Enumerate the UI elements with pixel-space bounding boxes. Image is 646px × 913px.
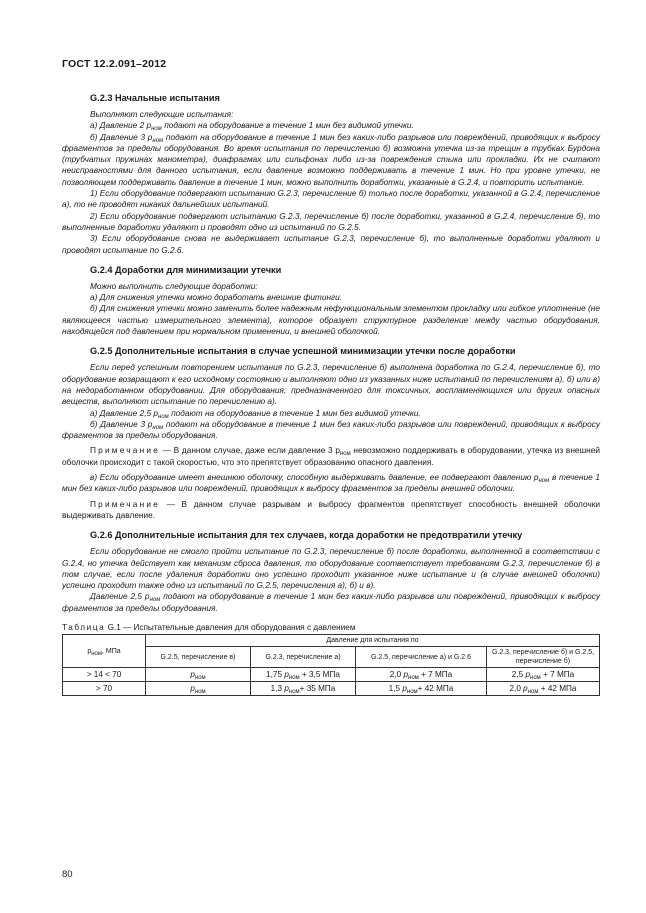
table-row	[63, 682, 600, 696]
note-label: Примечание	[90, 498, 161, 509]
paragraph	[62, 132, 600, 188]
text-fragment: + 42 МПа	[538, 684, 577, 694]
text-fragment: p	[402, 684, 407, 694]
text-fragment: б) Давление 3 p	[90, 418, 153, 429]
table-cell	[146, 668, 251, 682]
paragraph: Если перед успешным повторением испытания по G.2.3, перечисление б) выполнена доработка по G.2.4, перечисление б), то оборудование возвращают к его исходному состоянию и выполняют одно из указанных ниже испытаний по перечислениям а), б) или в) на недоработанном оборудовании. Для оборудования, предназначенного для токсичных, воспламеняющихся или других опасных веществ, выполняют испытание по перечислению а).	[62, 362, 600, 407]
subscript: ном	[288, 689, 300, 696]
table-cell	[356, 668, 487, 682]
text-fragment: Давление 2,5 p	[90, 591, 150, 602]
table-header-cell: G.2.3, перечисление а)	[251, 647, 356, 668]
text-fragment: p	[525, 670, 531, 680]
text-fragment: 2,0	[389, 670, 404, 680]
text-fragment: 2,5	[511, 670, 526, 680]
table-cell	[251, 668, 356, 682]
subscript: ном	[530, 675, 541, 682]
paragraph	[62, 472, 600, 495]
text-fragment: в течение 1 мин без каких-либо разрывов или повреждений, приводящих к выбросу фрагментов за пределы внешней оболочки.	[62, 472, 601, 494]
paragraph: а) Для снижения утечки можно доработать внешние фитинги.	[90, 292, 343, 303]
table-cell: > 14 < 70	[63, 668, 146, 682]
text-fragment: + 7 МПа	[418, 670, 453, 680]
subscript: ном	[158, 413, 169, 420]
text-fragment: 1,5	[388, 684, 403, 694]
pressure-table	[62, 634, 600, 696]
paragraph: Выполняют следующие испытания:	[90, 109, 234, 119]
text-fragment: + 35 МПа	[299, 684, 336, 694]
table-cell	[146, 682, 251, 696]
text-fragment: + 42 МПа	[417, 684, 454, 694]
subscript: ном	[288, 675, 300, 682]
paragraph	[62, 419, 600, 442]
section-heading: G.2.5 Дополнительные испытания в случае успешной минимизации утечки после доработки	[90, 346, 516, 357]
text-fragment: p	[190, 670, 195, 680]
table-cell	[251, 682, 356, 696]
text-fragment: p	[403, 670, 409, 680]
paragraph	[62, 591, 600, 614]
paragraph	[62, 120, 600, 131]
table-header-cell: Давление для испытания по	[146, 635, 600, 647]
text-fragment: подают на оборудование в течение 1 мин без видимой утечки.	[168, 407, 421, 418]
paragraph: 2) Если оборудование подвергают испытанию G.2.3, перечисление б) после доработки, указанной в G.2.4, перечисление б), то выполненные доработки удаляют и проводят одно из испытаний по G.2.5.	[62, 210, 600, 232]
table-caption	[62, 622, 600, 633]
table-cell: > 70	[63, 682, 146, 696]
subscript: ном	[194, 689, 206, 696]
section-heading: G.2.6 Дополнительные испытания для тех случаев, когда доработки не предотвратили утечку	[90, 530, 523, 541]
text-fragment: + 7 МПа	[540, 670, 575, 680]
text-fragment: а) Давление 2,5 p	[90, 407, 159, 418]
section-g-2-4	[62, 264, 600, 337]
table-header-cell: G.2.5, перечисление в)	[146, 647, 251, 668]
table-header-cell: G.2.3, перечисление б) и G.2.5, перечисление б)	[487, 647, 600, 668]
subscript: ном	[406, 689, 418, 696]
subscript: ном	[538, 478, 550, 485]
text-fragment: 1,75	[266, 670, 285, 680]
section-g-2-5	[62, 345, 600, 521]
text-fragment: 2,0	[509, 684, 524, 694]
note-label: Примечание	[90, 445, 161, 456]
text-fragment: б) Давление 3 p	[90, 131, 153, 142]
table-row	[63, 668, 600, 682]
text-fragment: в) Если оборудование имеет внешнюю оболочку, способную выдерживать давление, ее подвергают давлению p	[90, 472, 539, 483]
section-heading: G.2.4 Доработки для минимизации утечки	[90, 264, 282, 275]
document-header: ГОСТ 12.2.091–2012	[62, 58, 167, 70]
text-fragment: подают на оборудование в течение 1 мин без каких-либо разрывов или повреждений, приводящих к выбросу фрагментов за пределы оборудования. Во время испытания по перечислению б) возможна утечка из-за трещин в трубках Бурдона (трубчатых пружинах манометра), диафрагмах или сильфонах либо из-за повреждения стыка или прокладки. Их не считают неисправностями для данного испытания, если давление возможно поддерживать в течение 1 мин. Но при уровне утечки, не позволяющем поддерживать давление в течение 1 мин, можно выполнить доработки, указанные в G.2.4, и повторить испытание.	[62, 131, 600, 187]
text-fragment: подают на оборудование в течение 1 мин без видимой утечки.	[161, 120, 414, 131]
subscript: ном	[194, 675, 206, 682]
table-caption-label: Таблица	[62, 622, 106, 632]
paragraph: 1) Если оборудование подвергают испытанию G.2.3, перечисление б) только после доработки, указанной в G.2.4, перечисление а), то не проводят никаких дальнейших испытаний.	[62, 188, 600, 210]
subscript: ном	[151, 126, 162, 133]
text-fragment: — В данном случае, даже если давление 3 p	[160, 445, 340, 456]
text-fragment: а) Давление 2 p	[90, 120, 152, 131]
table-header-cell	[63, 635, 146, 668]
section-heading: G.2.3 Начальные испытания	[90, 93, 220, 103]
text-fragment: p	[284, 684, 289, 694]
paragraph: 3) Если оборудование снова не выдерживает испытание G.2.3, перечисление б), то выполненные доработки удаляют и проводят испытание по G.2.6.	[62, 233, 600, 255]
subscript: ном	[91, 650, 103, 657]
subscript: ном	[152, 137, 164, 144]
subscript: ном	[527, 689, 539, 696]
text-fragment: — В данном случае разрывам и выбросу фрагментов препятствует способность внешней оболочки выдерживать давление.	[62, 498, 600, 520]
paragraph: б) Для снижения утечки можно заменить более надежным нефункциональным элементом прокладку или гибкое уплотнение (не являющееся частью измерительного элемента), которое образует структурное разделение между частью оборудования, находящейся под давлением при нормальном применении, и внешней оболочкой.	[62, 303, 600, 337]
table-cell	[487, 682, 600, 696]
text-fragment: p	[87, 647, 92, 655]
text-fragment: подают на оборудование в течение 1 мин без каких-либо разрывов или повреждений, приводящих к выбросу фрагментов за пределы оборудования.	[62, 591, 601, 613]
document-content	[62, 92, 600, 696]
note	[62, 499, 600, 522]
table-header-row	[63, 635, 600, 647]
paragraph: Можно выполнить следующие доработки:	[90, 280, 258, 291]
paragraph: Если оборудование не смогло пройти испытание по G.2.3, перечисление б) после доработки, выполненной в соответствии с G.2.4, но утечка действует как механизм сброса давления, то оборудование соответствует требованиям G.2.3, перечисление б) в том случае, если после удаления доработки оно успешно проходит указанное ниже испытание и (в случае внешней оболочки) успешно проходит также одно из испытаний по G.2.5, перечисления а), б) и в).	[62, 546, 600, 591]
section-g-2-3	[62, 92, 600, 256]
text-fragment: , МПа	[102, 647, 121, 655]
table-header-cell: G.2.5, перечисление а) и G.2.6	[356, 647, 487, 668]
text-fragment: p	[190, 684, 195, 694]
note	[62, 445, 600, 468]
table-cell	[356, 682, 487, 696]
text-fragment: p	[284, 670, 289, 680]
text-fragment: + 3,5 МПа	[299, 670, 340, 680]
table-caption-text: G.1 — Испытательные давления для оборудования с давлением	[105, 622, 356, 632]
text-fragment: невозможно поддерживать в оборудовании, утечка из внешней оболочки происходит с такой скоростью, что это препятствует образованию опасного давления.	[62, 445, 600, 467]
text-fragment: p	[523, 684, 528, 694]
paragraph	[62, 408, 600, 419]
subscript: ном	[339, 451, 351, 458]
subscript: ном	[149, 597, 161, 604]
page-number: 80	[62, 869, 73, 880]
table-cell	[487, 668, 600, 682]
section-g-2-6	[62, 529, 600, 614]
subscript: ном	[152, 424, 164, 431]
text-fragment: 1,3	[270, 684, 285, 694]
subscript: ном	[408, 675, 419, 682]
text-fragment: подают на оборудование в течение 1 мин без каких-либо разрывов или повреждений, приводящих к выбросу фрагментов за пределы оборудования.	[62, 418, 600, 441]
